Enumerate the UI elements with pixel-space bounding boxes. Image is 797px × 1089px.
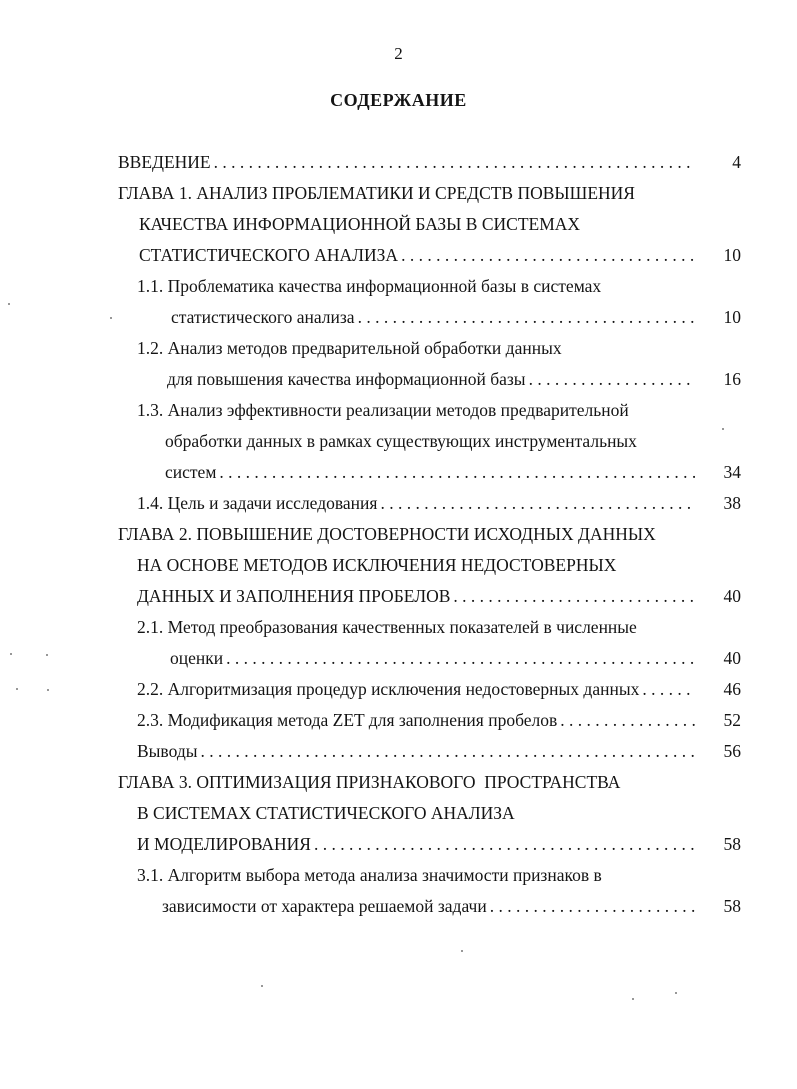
scan-speck [110,317,112,319]
scan-speck [16,688,18,690]
scan-speck [47,689,49,691]
toc-entry-text: 1.4. Цель и задачи исследования [137,493,378,513]
toc-entry-chapter-3[interactable] [137,829,741,860]
dot-leader [401,240,695,271]
toc-entry-text: зависимости от характера решаемой задачи [162,896,487,916]
dot-leader [314,829,695,860]
toc-section-heading[interactable] [137,395,629,426]
toc-page-number: 10 [723,245,741,265]
toc-page-number: 38 [723,493,741,513]
toc-entry-section-1-4[interactable] [137,488,741,519]
dot-leader [200,736,695,767]
toc-entry-text: систем [165,462,217,482]
toc-page-number: 52 [723,710,741,730]
toc-entry-text: ВВЕДЕНИЕ [118,152,211,172]
dot-leader [560,705,695,736]
toc-page-number: 34 [723,462,741,482]
toc-entry-conclusions[interactable] [137,736,741,767]
dot-leader [642,674,695,705]
toc-section-heading-cont [165,426,637,457]
dot-leader [219,457,695,488]
toc-entry-text: В СИСТЕМАХ СТАТИСТИЧЕСКОГО АНАЛИЗА [137,803,515,823]
scan-speck [722,428,724,430]
scan-speck [461,950,463,952]
toc-entry-text: 2.2. Алгоритмизация процедур исключения недостоверных данных [137,679,640,699]
toc-entry-text: обработки данных в рамках существующих инструментальных [165,431,637,451]
scan-speck [675,992,677,994]
toc-chapter-heading-cont [137,798,515,829]
page-title: СОДЕРЖАНИЕ [330,90,467,110]
scan-speck [46,654,48,656]
toc-page-number: 16 [723,369,741,389]
toc-section-heading[interactable] [137,271,601,302]
toc-entry-text: 3.1. Алгоритм выбора метода анализа значимости признаков в [137,865,602,885]
toc-entry-text: ГЛАВА 2. ПОВЫШЕНИЕ ДОСТОВЕРНОСТИ ИСХОДНЫХ ДАННЫХ [118,524,656,544]
toc-chapter-heading[interactable] [118,519,656,550]
toc-entry-text: КАЧЕСТВА ИНФОРМАЦИОННОЙ БАЗЫ В СИСТЕМАХ [139,214,581,234]
scan-speck [8,303,10,305]
toc-entry-text: статистического анализа [171,307,355,327]
toc-page-number: 40 [723,648,741,668]
toc-entry-text: для повышения качества информационной базы [167,369,526,389]
scan-speck [261,985,263,987]
toc-entry-section-1-1[interactable] [171,302,741,333]
toc-page-number: 46 [723,679,741,699]
toc-entry-text: И МОДЕЛИРОВАНИЯ [137,834,311,854]
toc-entry-text: НА ОСНОВЕ МЕТОДОВ ИСКЛЮЧЕНИЯ НЕДОСТОВЕРНЫХ [137,555,617,575]
toc-entry-chapter-2[interactable] [137,581,741,612]
toc-entry-text: 1.2. Анализ методов предварительной обработки данных [137,338,562,358]
toc-entry-section-2-3[interactable] [137,705,741,736]
toc-entry-chapter-1[interactable] [139,240,741,271]
toc-entry-text: Выводы [137,741,198,761]
toc-entry-section-3-1[interactable] [162,891,741,922]
toc-entry-text: СТАТИСТИЧЕСКОГО АНАЛИЗА [139,245,399,265]
scan-speck [10,653,12,655]
toc-page-number: 4 [732,152,741,172]
toc-page-number: 40 [723,586,741,606]
toc-entry-section-1-2[interactable] [167,364,741,395]
toc-entry-introduction[interactable] [118,147,741,178]
toc-entry-section-1-3[interactable] [165,457,741,488]
dot-leader [380,488,695,519]
toc-entry-text: 1.1. Проблематика качества информационной базы в системах [137,276,602,296]
toc-section-heading[interactable] [137,612,637,643]
toc-entry-text: ДАННЫХ И ЗАПОЛНЕНИЯ ПРОБЕЛОВ [137,586,451,606]
toc-section-heading[interactable] [137,333,562,364]
toc-page-number: 10 [723,307,741,327]
toc-chapter-heading[interactable] [118,178,635,209]
dot-leader [529,364,695,395]
toc-entry-text: 2.3. Модификация метода ZET для заполнения пробелов [137,710,558,730]
toc-page-number: 58 [723,896,741,916]
toc-entry-section-2-1[interactable] [170,643,741,674]
dot-leader [358,302,695,333]
scan-speck [632,998,634,1000]
page-number: 2 [394,44,403,63]
toc-page-number: 58 [723,834,741,854]
dot-leader [490,891,695,922]
dot-leader [226,643,695,674]
dot-leader [214,147,695,178]
toc-entry-section-2-2[interactable] [137,674,741,705]
dot-leader [453,581,695,612]
toc-entry-text: оценки [170,648,224,668]
toc-chapter-heading-cont [139,209,580,240]
toc-chapter-heading-cont [137,550,616,581]
toc-entry-text: ГЛАВА 1. АНАЛИЗ ПРОБЛЕМАТИКИ И СРЕДСТВ ПОВЫШЕНИЯ [118,183,635,203]
toc-chapter-heading[interactable] [118,767,620,798]
toc-entry-text: ГЛАВА 3. ОПТИМИЗАЦИЯ ПРИЗНАКОВОГО ПРОСТРАНСТВА [118,772,621,792]
toc-page-number: 56 [723,741,741,761]
toc-entry-text: 2.1. Метод преобразования качественных показателей в численные [137,617,637,637]
toc-entry-text: 1.3. Анализ эффективности реализации методов предварительной [137,400,629,420]
toc-section-heading[interactable] [137,860,602,891]
